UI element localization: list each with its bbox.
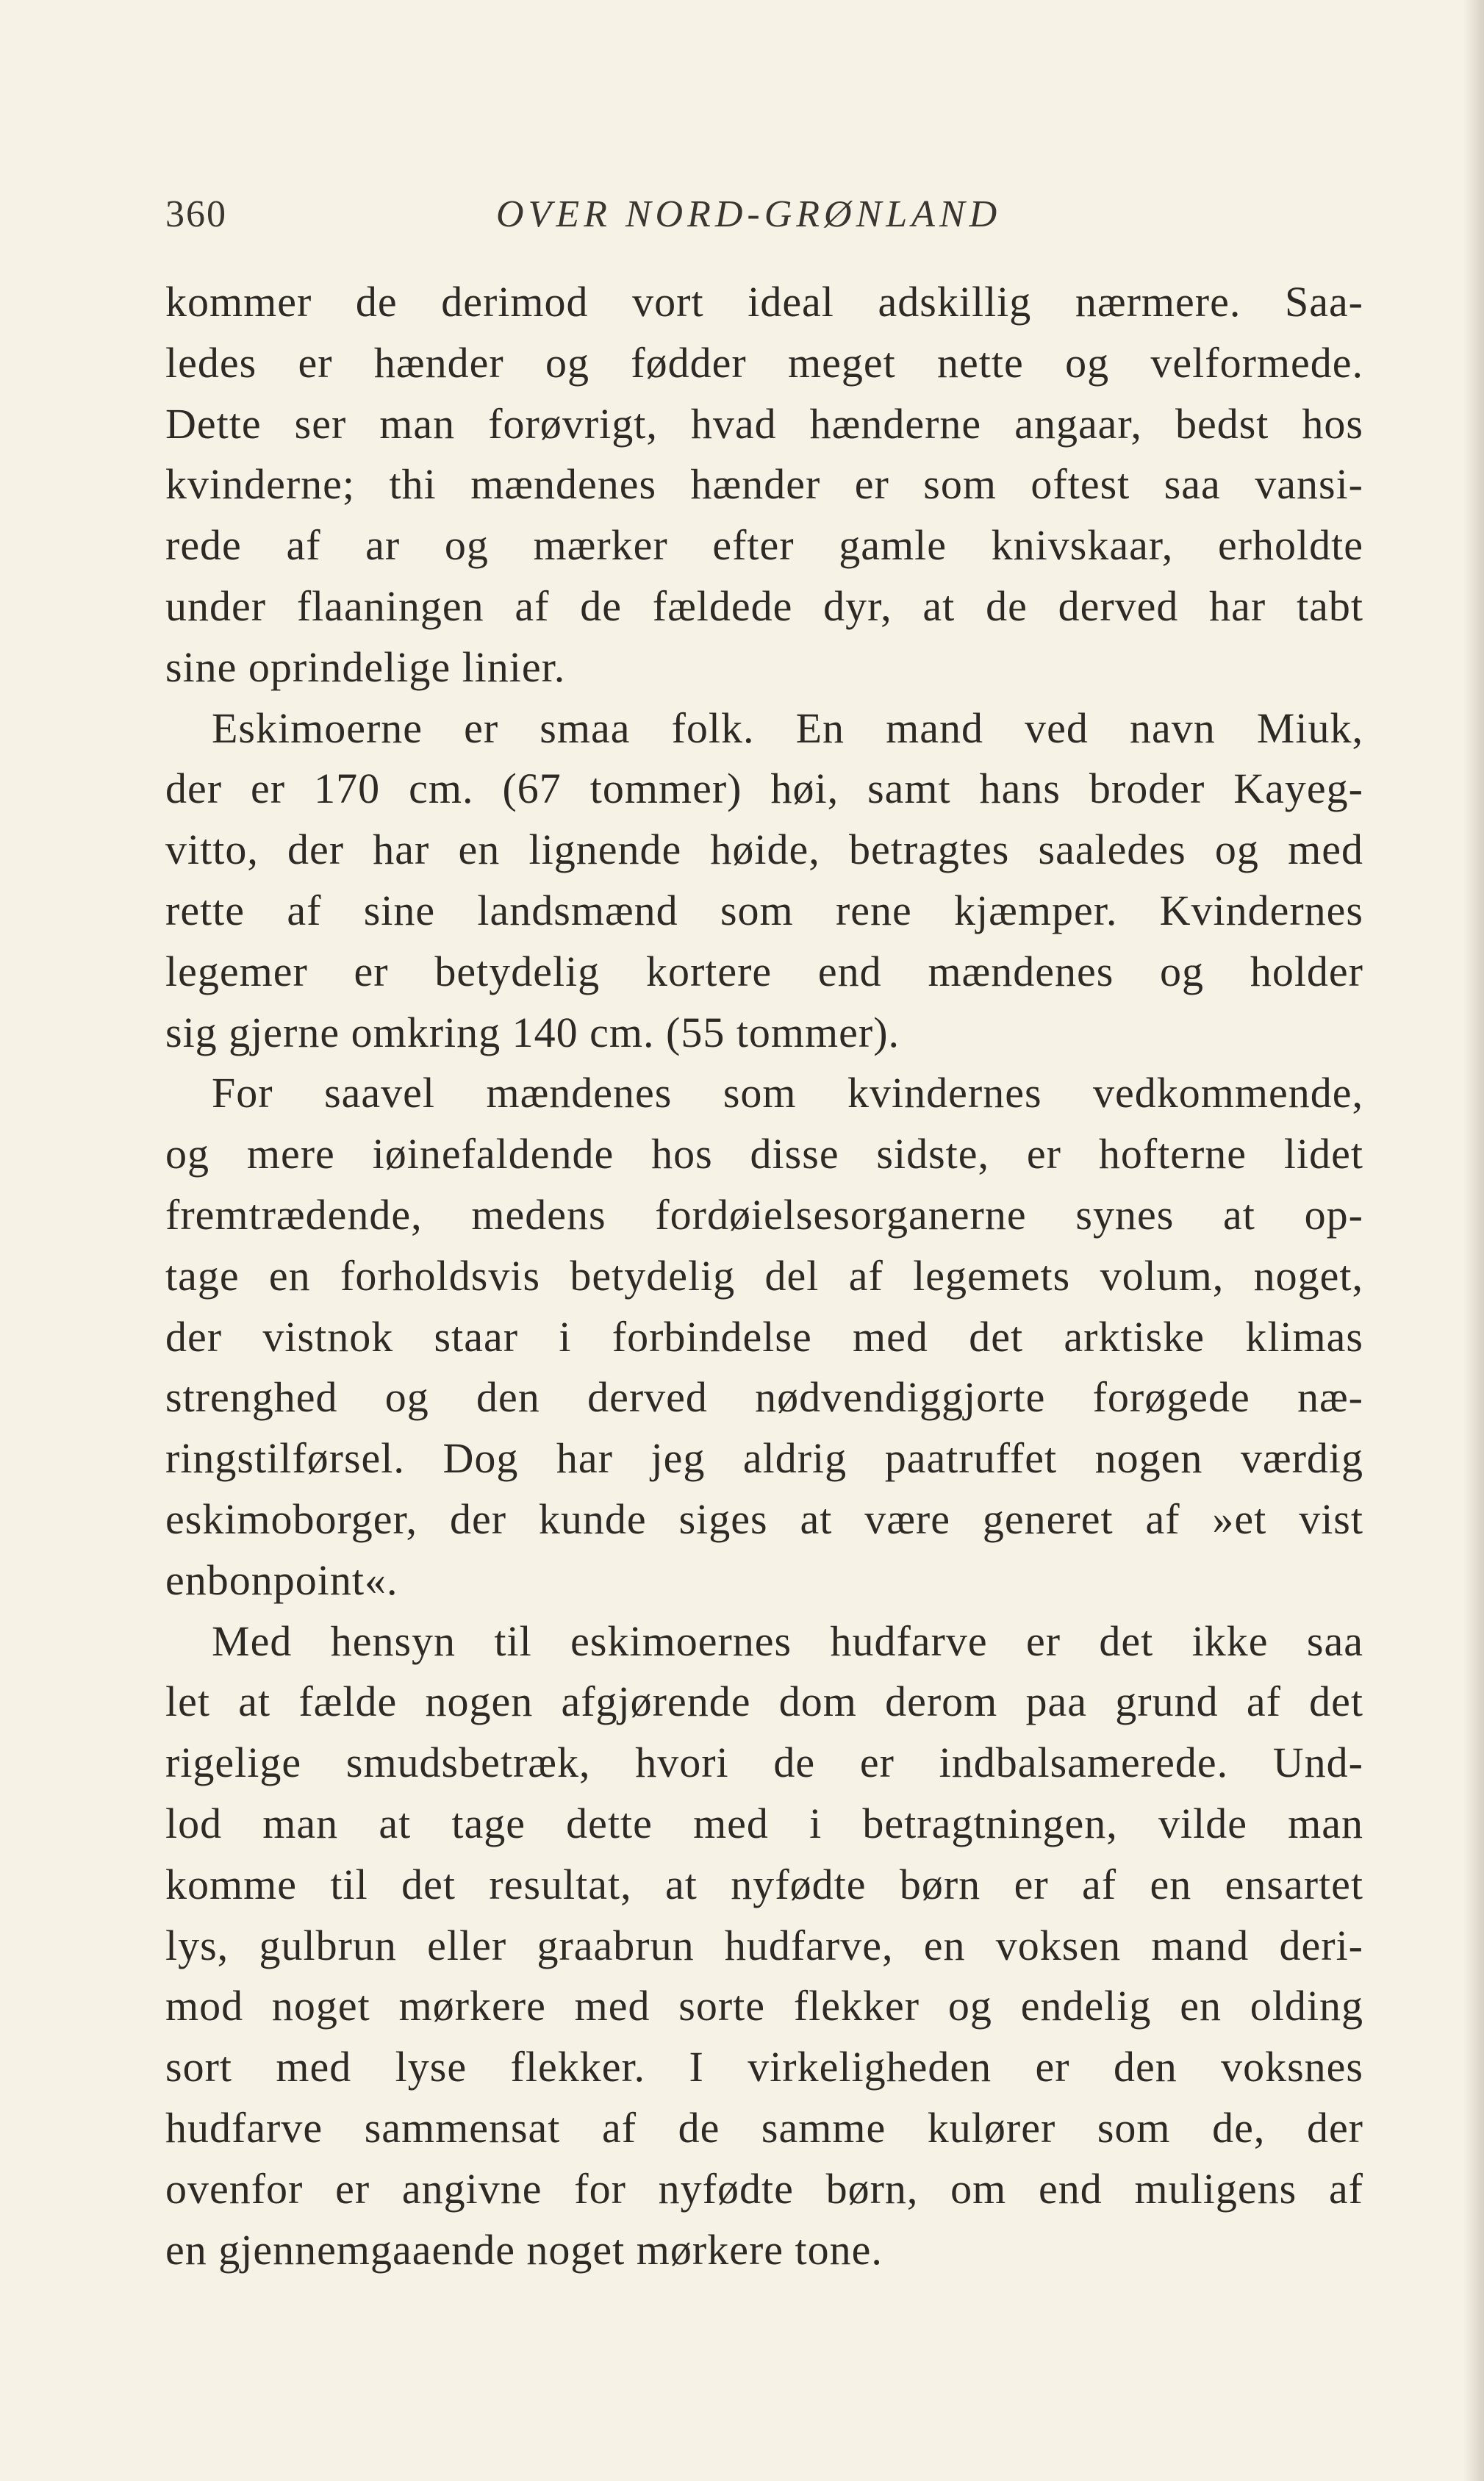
text-line: eskimoborger, der kunde siges at være generet af »et vist — [165, 1494, 1363, 1543]
text-line: vitto, der har en lignende høide, betragtes saaledes og med — [165, 826, 1363, 874]
text-line: sine oprindelige linier. — [165, 642, 566, 691]
text-line: der er 170 cm. (67 tommer) høi, samt hans broder Kayeg- — [165, 765, 1363, 813]
text-line: under flaaningen af de fældede dyr, at de derved har tabt — [165, 581, 1363, 630]
text-line: komme til det resultat, at nyfødte børn er af en ensartet — [165, 1860, 1363, 1908]
text-line: ovenfor er angivne for nyfødte børn, om end muligens af — [165, 2164, 1363, 2213]
page-edge-shadow — [1463, 0, 1484, 2481]
text-line: en gjennemgaaende noget mørkere tone. — [165, 2225, 883, 2274]
body-text — [165, 272, 1363, 2280]
text-line: sig gjerne omkring 140 cm. (55 tommer). — [165, 1008, 900, 1056]
text-line: Eskimoerne er smaa folk. En mand ved navn Miuk, — [212, 704, 1363, 752]
text-line: og mere iøinefaldende hos disse sidste, er hofterne lidet — [165, 1130, 1363, 1178]
text-line: mod noget mørkere med sorte flekker og endelig en olding — [165, 1982, 1363, 2030]
text-line: ringstilførsel. Dog har jeg aldrig paatruffet nogen værdig — [165, 1434, 1363, 1483]
text-line: Dette ser man forøvrigt, hvad hænderne angaar, bedst hos — [165, 399, 1363, 448]
text-line: der vistnok staar i forbindelse med det arktiske klimas — [165, 1312, 1363, 1361]
text-line: enbonpoint«. — [165, 1555, 398, 1604]
text-line: ledes er hænder og fødder meget nette og velformede. — [165, 338, 1363, 387]
text-line: Med hensyn til eskimoernes hudfarve er det ikke saa — [212, 1617, 1363, 1665]
text-line: rede af ar og mærker efter gamle knivskaar, erholdte — [165, 521, 1363, 570]
text-line: fremtrædende, medens fordøielsesorganerne synes at op- — [165, 1190, 1363, 1239]
text-line: kommer de derimod vort ideal adskillig nærmere. Saa- — [165, 278, 1363, 326]
text-line: kvinderne; thi mændenes hænder er som oftest saa vansi- — [165, 460, 1363, 509]
text-line: sort med lyse flekker. I virkeligheden er den voksnes — [165, 2043, 1363, 2091]
text-line: tage en forholdsvis betydelig del af legemets volum, noget, — [165, 1251, 1363, 1300]
text-line: lod man at tage dette med i betragtningen, vilde man — [165, 1799, 1363, 1847]
text-line: let at fælde nogen afgjørende dom derom paa grund af det — [165, 1678, 1363, 1726]
text-line: legemer er betydelig kortere end mændenes og holder — [165, 947, 1363, 995]
running-title: OVER NORD-GRØNLAND — [496, 193, 1002, 235]
text-line: lys, gulbrun eller graabrun hudfarve, en voksen mand deri- — [165, 1921, 1363, 1969]
text-line: rigelige smudsbetræk, hvori de er indbalsamerede. Und- — [165, 1739, 1363, 1787]
text-line: rette af sine landsmænd som rene kjæmper. Kvindernes — [165, 886, 1363, 934]
text-line: strenghed og den derved nødvendiggjorte forøgede næ- — [165, 1373, 1363, 1422]
page-header — [165, 193, 1341, 251]
text-line: For saavel mændenes som kvindernes vedkommende, — [212, 1069, 1363, 1117]
text-line: hudfarve sammensat af de samme kulører som de, der — [165, 2103, 1363, 2152]
page-number: 360 — [165, 193, 227, 235]
